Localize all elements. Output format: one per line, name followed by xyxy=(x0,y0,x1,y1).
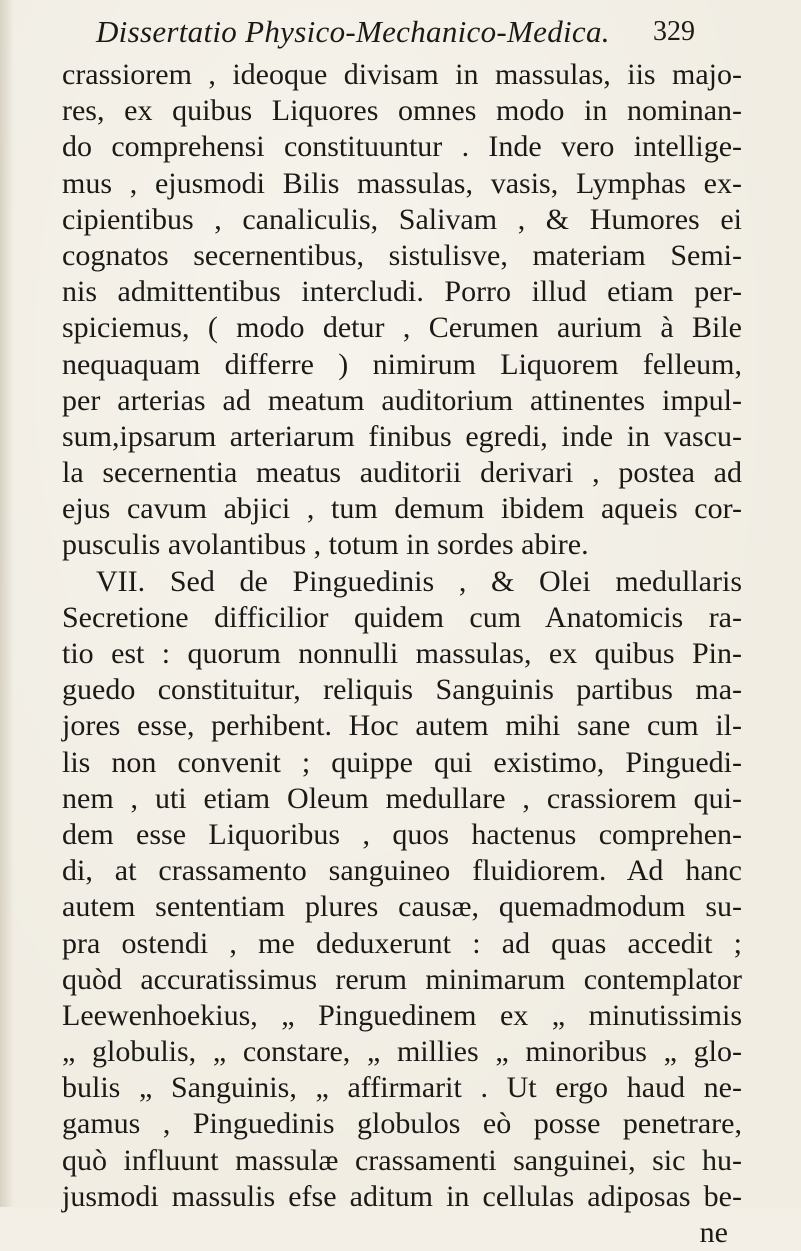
text-line: mus , ejusmodi Bilis massulas, vasis, Lymphas ex- xyxy=(62,166,742,200)
text-line: nem , uti etiam Oleum medullare , crassiorem qui- xyxy=(62,781,742,815)
body-text xyxy=(62,57,742,1251)
text-line: cipientibus , canaliculis, Salivam , & Humores ei xyxy=(62,202,742,236)
text-line: lis non convenit ; quippe qui existimo, Pinguedi- xyxy=(62,745,742,779)
text-line: jusmodi massulis efse aditum in cellulas adiposas be- xyxy=(62,1179,742,1213)
text-line: Secretione difficilior quidem cum Anatomicis ra- xyxy=(62,600,742,634)
text-line: res, ex quibus Liquores omnes modo in nominan- xyxy=(62,94,742,128)
text-line: ejus cavum abjici , tum demum ibidem aqueis cor- xyxy=(62,492,742,526)
text-line: sum,ipsarum arteriarum finibus egredi, inde in vascu- xyxy=(62,419,742,453)
text-line: gamus , Pinguedinis globulos eò posse penetrare, xyxy=(62,1107,742,1141)
text-line: nis admittentibus intercludi. Porro illud etiam per- xyxy=(62,275,742,309)
text-line: nequaquam differre ) nimirum Liquorem felleum, xyxy=(62,347,742,381)
text-line: crassiorem , ideoque divisam in massulas, iis majo- xyxy=(62,58,742,91)
page-number: 329 xyxy=(653,16,695,47)
text-line: bulis „ Sanguinis, „ affirmarit . Ut ergo haud ne- xyxy=(62,1071,742,1105)
text-line: cognatos secernentibus, sistulisve, materiam Semi- xyxy=(62,238,742,272)
text-line: VII. Sed de Pinguedinis , & Olei medullaris xyxy=(96,564,742,598)
text-line: Leewenhoekius, „ Pinguedinem ex „ minutissimis xyxy=(62,998,742,1032)
text-line: jores esse, perhibent. Hoc autem mihi sane cum il- xyxy=(62,709,742,743)
running-title: Dissertatio Physico-Mechanico-Medica. xyxy=(96,14,610,49)
text-line: spiciemus, ( modo detur , Cerumen aurium à Bile xyxy=(62,311,742,345)
text-line: pusculis avolantibus , totum in sordes abire. xyxy=(62,528,589,562)
text-line: „ globulis, „ constare, „ millies „ minoribus „ glo- xyxy=(62,1035,742,1069)
catchword: ne xyxy=(699,1216,728,1249)
text-line: guedo constituitur, reliquis Sanguinis partibus ma- xyxy=(62,673,742,707)
text-line: do comprehensi constituuntur . Inde vero intellige- xyxy=(62,130,742,164)
page-binding-shadow xyxy=(0,0,14,1207)
text-line: per arterias ad meatum auditorium attinentes impul- xyxy=(62,383,742,417)
text-line: la secernentia meatus auditorii derivari , postea ad xyxy=(62,456,742,490)
text-line: tio est : quorum nonnulli massulas, ex quibus Pin- xyxy=(62,637,742,670)
text-line: quòd accuratissimus rerum minimarum contemplator xyxy=(62,962,742,996)
text-line: quò influunt massulæ crassamenti sanguinei, sic hu- xyxy=(62,1143,742,1177)
text-line: autem sententiam plures causæ, quemadmodum su- xyxy=(62,890,742,924)
text-line: dem esse Liquoribus , quos hactenus comprehen- xyxy=(62,817,742,851)
text-line: di, at crassamento sanguineo fluidiorem. Ad hanc xyxy=(62,854,742,888)
page-header xyxy=(0,14,801,54)
text-line: pra ostendi , me deduxerunt : ad quas accedit ; xyxy=(62,926,742,960)
